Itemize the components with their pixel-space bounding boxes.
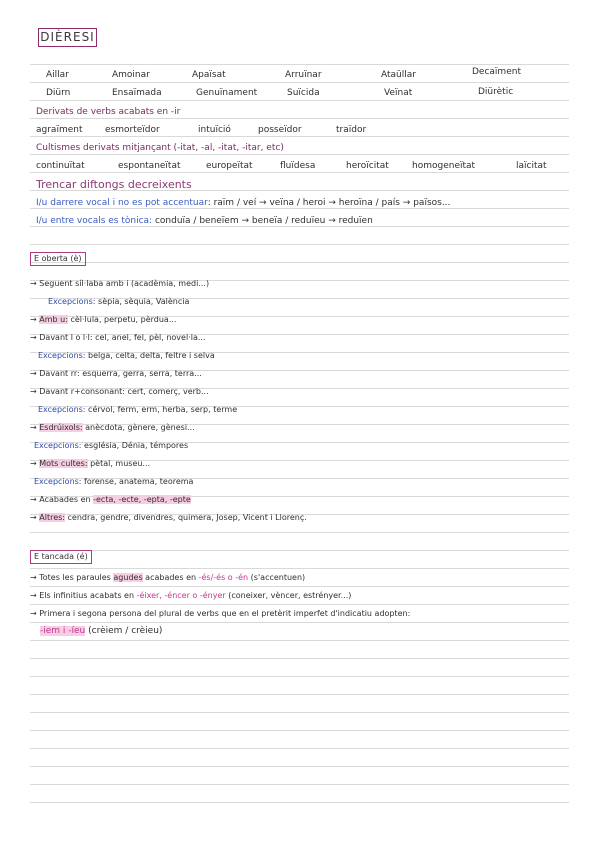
eo-line-8 [38, 404, 237, 415]
word: fluïdesa [280, 161, 316, 171]
arrow-icon: → [30, 369, 37, 378]
rule-2 [36, 216, 373, 227]
eo-label: Excepcions: [38, 405, 86, 414]
eo-label: Esdrúixols: [39, 423, 83, 432]
eo-line-13 [30, 494, 191, 505]
word: laïcitat [516, 161, 547, 171]
ruled-line [30, 100, 569, 101]
word: Ensaïmada [112, 88, 162, 98]
e-oberta-heading: E oberta (è) [30, 252, 86, 266]
eo-line-9 [30, 422, 195, 433]
ruled-line [30, 532, 569, 533]
eo-rest: anècdota, gènere, gènesi... [85, 423, 195, 432]
eo-rest: cèl·lula, perpetu, pèrdua... [70, 315, 177, 324]
ruled-line [30, 262, 569, 263]
eo-line-11 [30, 458, 150, 469]
word: Genuïnament [196, 88, 258, 98]
word: continuïtat [36, 161, 85, 171]
eo-label: Excepcions: [34, 441, 82, 450]
word: agraïment [36, 125, 83, 135]
word: europeïtat [206, 161, 253, 171]
ruled-line [30, 730, 569, 731]
et-line-2 [30, 590, 351, 601]
word: Diürn [46, 88, 71, 98]
word: posseïdor [258, 125, 302, 135]
word: Amoinar [112, 70, 150, 80]
et-highlight: -éixer, -éncer o -ényer [136, 591, 226, 600]
word: Ataüllar [381, 70, 416, 80]
eo-line-12 [34, 476, 193, 487]
eo-rest: (acadèmia, medi...) [130, 279, 210, 288]
et-agudes: agudes [113, 573, 143, 582]
eo-rest: església, Dénia, témpores [84, 441, 189, 450]
eo-label: Altres: [39, 513, 65, 522]
eo-line-6 [30, 368, 202, 379]
eo-line-2 [48, 296, 189, 307]
ruled-line [30, 658, 569, 659]
word: homogeneïtat [412, 161, 476, 171]
et-line-4 [40, 626, 162, 637]
eo-line-14 [30, 512, 307, 523]
arrow-icon: → [30, 315, 37, 324]
ruled-line [30, 550, 569, 551]
ruled-line [30, 640, 569, 641]
et-highlight: -iem i -íeu [40, 626, 86, 636]
ruled-line [30, 622, 569, 623]
arrow-icon: → [30, 513, 37, 522]
ruled-line [30, 712, 569, 713]
et-text: (s'accentuen) [250, 573, 306, 582]
arrow-icon: → [30, 459, 37, 468]
arrow-icon: → [30, 279, 37, 288]
ruled-line [30, 64, 569, 65]
ruled-line [30, 694, 569, 695]
ruled-line [30, 568, 569, 569]
eo-line-4 [30, 332, 205, 343]
ruled-line [30, 604, 569, 605]
ruled-line [30, 136, 569, 137]
word: Veïnat [384, 88, 413, 98]
eo-rest: esquerra, gerra, serra, terra... [82, 369, 202, 378]
eo-label: Excepcions: [48, 297, 96, 306]
eo-line-1 [30, 278, 209, 289]
ruled-line [30, 676, 569, 677]
eo-label: Davant rr: [39, 369, 80, 378]
word: traïdor [336, 125, 367, 135]
word: Suïcida [287, 88, 320, 98]
eo-rest: -ecta, -ecte, -epta, -epte [93, 495, 191, 504]
et-line-3: → Primera i segona persona del plural de verbs que en el pretèrit imperfet d'indicatiu adopten: [30, 609, 411, 618]
et-text: → Totes les paraules [30, 573, 111, 582]
eo-label: Amb u: [39, 315, 68, 324]
eo-rest: cérvol, ferm, erm, herba, serp, terme [88, 405, 238, 414]
ruled-line [30, 118, 569, 119]
ruled-line [30, 154, 569, 155]
cultismes-heading: Cultismes derivats mitjançant (-itat, -al, -itat, -itar, etc) [36, 143, 284, 153]
word: Decaïment [472, 67, 521, 77]
eo-label: Davant l o l·l: [39, 333, 93, 342]
et-text: (coneixer, vèncer, estrényer...) [228, 591, 352, 600]
ruled-line [30, 586, 569, 587]
word: Diürètic [478, 87, 514, 97]
derivats-heading: Derivats de verbs acabats en -ir [36, 107, 181, 117]
page-title: DIÈRESI [38, 28, 97, 47]
word: heroïcitat [346, 161, 389, 171]
eo-label: Acabades en [39, 495, 91, 504]
eo-rest: cel, anel, fel, pèl, novel·la... [95, 333, 206, 342]
eo-label: Excepcions: [34, 477, 82, 486]
ruled-line [30, 784, 569, 785]
eo-rest: forense, anatema, teorema [84, 477, 194, 486]
word: Arruïnar [285, 70, 322, 80]
eo-label: Davant r+consonant: [39, 387, 125, 396]
eo-rest: sèpia, sèquia, València [98, 297, 190, 306]
ruled-line [30, 82, 569, 83]
et-text: → Els infinitius acabats en [30, 591, 135, 600]
eo-line-7 [30, 386, 209, 397]
et-text: (crèiem / crèieu) [88, 626, 163, 636]
ruled-line [30, 802, 569, 803]
rule-1 [36, 198, 450, 209]
eo-label: Seguent síl·laba amb i [39, 279, 129, 288]
eo-line-5 [38, 350, 215, 361]
eo-label: Excepcions: [38, 351, 86, 360]
ruled-line [30, 748, 569, 749]
rule-2-text: conduïa / beneïem → beneïa / reduïeu → reduïen [154, 216, 373, 226]
arrow-icon: → [30, 387, 37, 396]
arrow-icon: → [30, 495, 37, 504]
et-highlight: -és/-és o -én [198, 573, 249, 582]
trencar-heading: Trencar diftongs decreixents [36, 178, 192, 191]
rule-1-label: I/u darrere vocal i no es pot accentuar [36, 198, 208, 208]
e-tancada-heading: E tancada (é) [30, 550, 92, 564]
arrow-icon: → [30, 333, 37, 342]
rule-2-label: I/u entre vocals es tònica: [36, 216, 153, 226]
eo-line-3 [30, 314, 176, 325]
eo-label: Mots cultes: [39, 459, 88, 468]
eo-rest: cendra, gendre, divendres, quimera, Josep, Vicent i Llorenç. [67, 513, 307, 522]
eo-rest: belga, celta, delta, feltre i selva [88, 351, 215, 360]
arrow-icon: → [30, 423, 37, 432]
word: Aillar [46, 70, 69, 80]
et-text: acabades en [145, 573, 197, 582]
word: Apaïsat [192, 70, 226, 80]
ruled-line [30, 172, 569, 173]
word: intuïció [198, 125, 231, 135]
et-line-1 [30, 572, 305, 583]
eo-line-10 [34, 440, 188, 451]
ruled-line [30, 766, 569, 767]
rule-1-text: : raïm / veí → veïna / heroi → heroïna / país → països... [207, 198, 451, 208]
word: espontaneïtat [118, 161, 181, 171]
eo-rest: pètal, museu... [90, 459, 151, 468]
eo-rest: cert, comerç, verb... [127, 387, 209, 396]
word: esmorteïdor [105, 125, 160, 135]
ruled-line [30, 244, 569, 245]
